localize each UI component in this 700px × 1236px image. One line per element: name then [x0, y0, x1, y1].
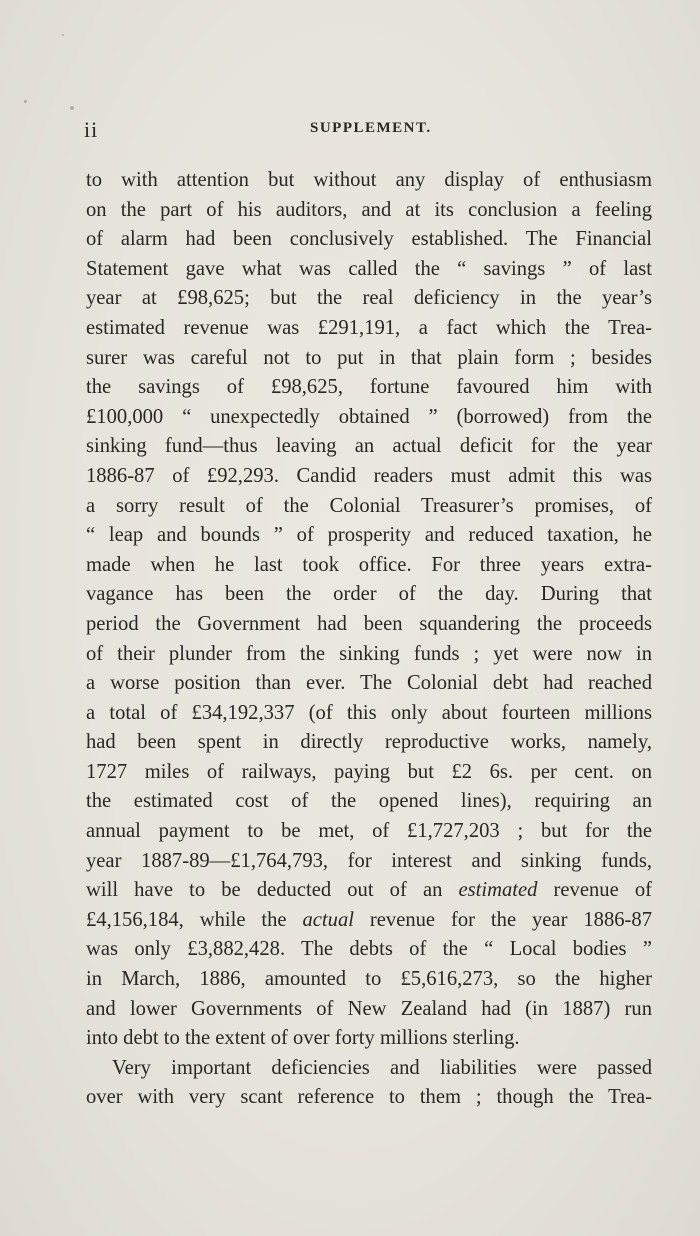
text-line: into debt to the extent of over forty millions sterling. [86, 1027, 520, 1050]
text-line: was only £3,882,428. The debts of the “ Local bodies ” [86, 938, 652, 961]
text-line-with-italic [86, 876, 652, 906]
text-line-with-italic [86, 906, 652, 936]
text-line: sinking fund—thus leaving an actual deficit for the year [86, 435, 652, 458]
text-line: made when he last took office. For three years extra- [86, 553, 652, 576]
text-line: “ leap and bounds ” of prosperity and reduced taxation, he [86, 524, 652, 547]
paragraph-first-line: Very important deficiencies and liabilities were passed [112, 1056, 652, 1079]
line-text: revenue of [537, 879, 652, 902]
page-number: ii [84, 117, 99, 142]
text-line: year at £98,625; but the real deficiency in the year’s [86, 287, 652, 310]
text-line: to with attention but without any display of enthusiasm [86, 169, 652, 191]
line-text: will have to be deducted out of an [86, 879, 459, 902]
page-header [84, 117, 654, 143]
ink-spot [70, 106, 74, 110]
italic-word: estimated [458, 879, 538, 902]
italic-word: actual [302, 908, 354, 931]
text-line: a worse position than ever. The Colonial debt had reached [86, 672, 652, 695]
text-line: in March, 1886, amounted to £5,616,273, so the higher [86, 968, 652, 991]
text-line: of alarm had been conclusively established. The Financial [86, 228, 652, 251]
text-line: vagance has been the order of the day. During that [86, 583, 652, 606]
text-line: had been spent in directly reproductive works, namely, [86, 731, 652, 754]
text-line: estimated revenue was £291,191, a fact which the Trea- [86, 316, 652, 339]
text-line: over with very scant reference to them ; though the Trea- [86, 1086, 652, 1109]
line-text: revenue for the year 1886-87 [353, 908, 652, 931]
running-head: SUPPLEMENT. [310, 120, 432, 136]
text-line: £100,000 “ unexpectedly obtained ” (borrowed) from the [86, 405, 652, 428]
text-line: of their plunder from the sinking funds ; yet were now in [86, 642, 652, 665]
text-line: surer was careful not to put in that plain form ; besides [86, 346, 652, 369]
body-text [86, 166, 652, 1113]
text-line: a sorry result of the Colonial Treasurer’s promises, of [86, 494, 652, 517]
line-text: £4,156,184, while the [86, 908, 303, 931]
text-line: the estimated cost of the opened lines), requiring an [86, 790, 652, 813]
text-line: 1886-87 of £92,293. Candid readers must admit this was [86, 464, 652, 487]
ink-spot [24, 100, 27, 103]
text-line: 1727 miles of railways, paying but £2 6s. per cent. on [86, 760, 652, 783]
text-line: and lower Governments of New Zealand had (in 1887) run [86, 997, 652, 1020]
text-line: annual payment to be met, of £1,727,203 ; but for the [86, 820, 652, 843]
text-line: Statement gave what was called the “ savings ” of last [86, 257, 652, 280]
text-line: on the part of his auditors, and at its conclusion a feeling [86, 198, 652, 221]
text-line: a total of £34,192,337 (of this only about fourteen millions [86, 701, 652, 724]
text-line: the savings of £98,625, fortune favoured him with [86, 376, 652, 399]
ink-spot [62, 34, 64, 36]
text-line: period the Government had been squandering the proceeds [86, 612, 652, 635]
text-line: year 1887-89—£1,764,793, for interest and sinking funds, [86, 849, 652, 872]
